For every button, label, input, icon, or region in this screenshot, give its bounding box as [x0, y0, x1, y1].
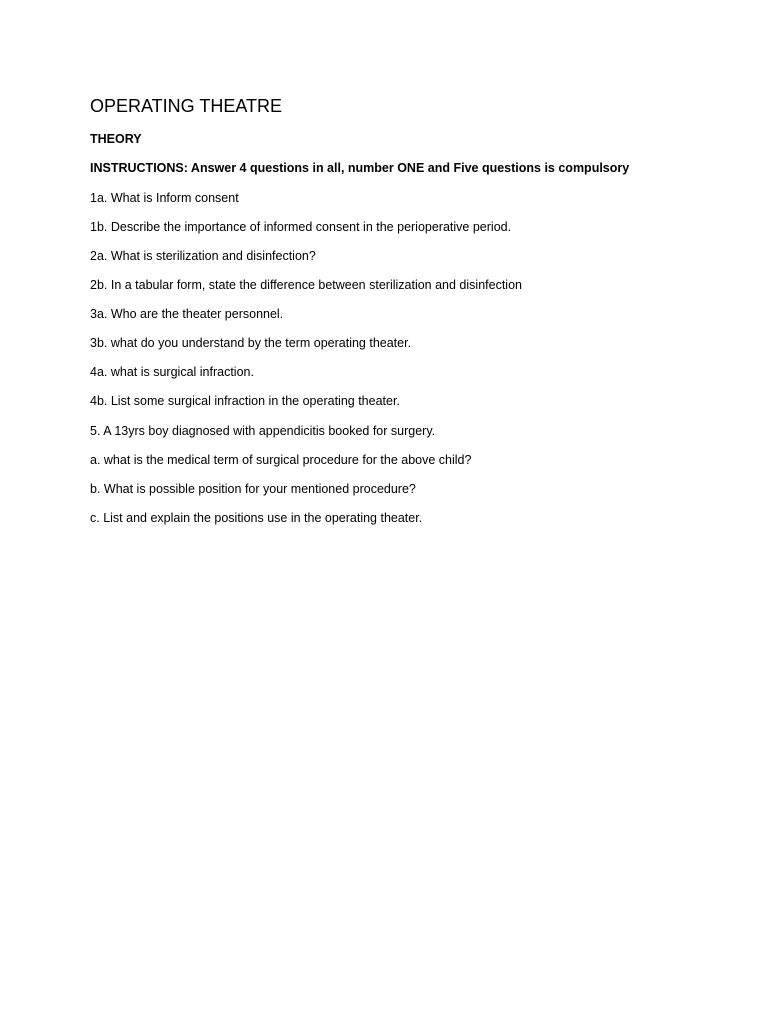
question-3b: 3b. what do you understand by the term operating theater.	[90, 336, 412, 350]
question-4b: 4b. List some surgical infraction in the operating theater.	[90, 394, 400, 408]
question-5c: c. List and explain the positions use in the operating theater.	[90, 511, 423, 525]
question-2a: 2a. What is sterilization and disinfection?	[90, 249, 316, 263]
question-1b: 1b. Describe the importance of informed consent in the perioperative period.	[90, 220, 512, 234]
document-title: OPERATING THEATRE	[90, 96, 283, 116]
question-2b: 2b. In a tabular form, state the difference between sterilization and disinfection	[90, 278, 522, 292]
question-1a: 1a. What is Inform consent	[90, 191, 239, 205]
question-4a: 4a. what is surgical infraction.	[90, 365, 254, 379]
instructions-text: INSTRUCTIONS: Answer 4 questions in all, number ONE and Five questions is compulsory	[90, 161, 630, 175]
question-3a: 3a. Who are the theater personnel.	[90, 307, 284, 321]
question-5b: b. What is possible position for your mentioned procedure?	[90, 482, 416, 496]
section-heading: THEORY	[90, 132, 142, 146]
question-5a: a. what is the medical term of surgical procedure for the above child?	[90, 453, 472, 467]
question-5: 5. A 13yrs boy diagnosed with appendicitis booked for surgery.	[90, 424, 436, 438]
